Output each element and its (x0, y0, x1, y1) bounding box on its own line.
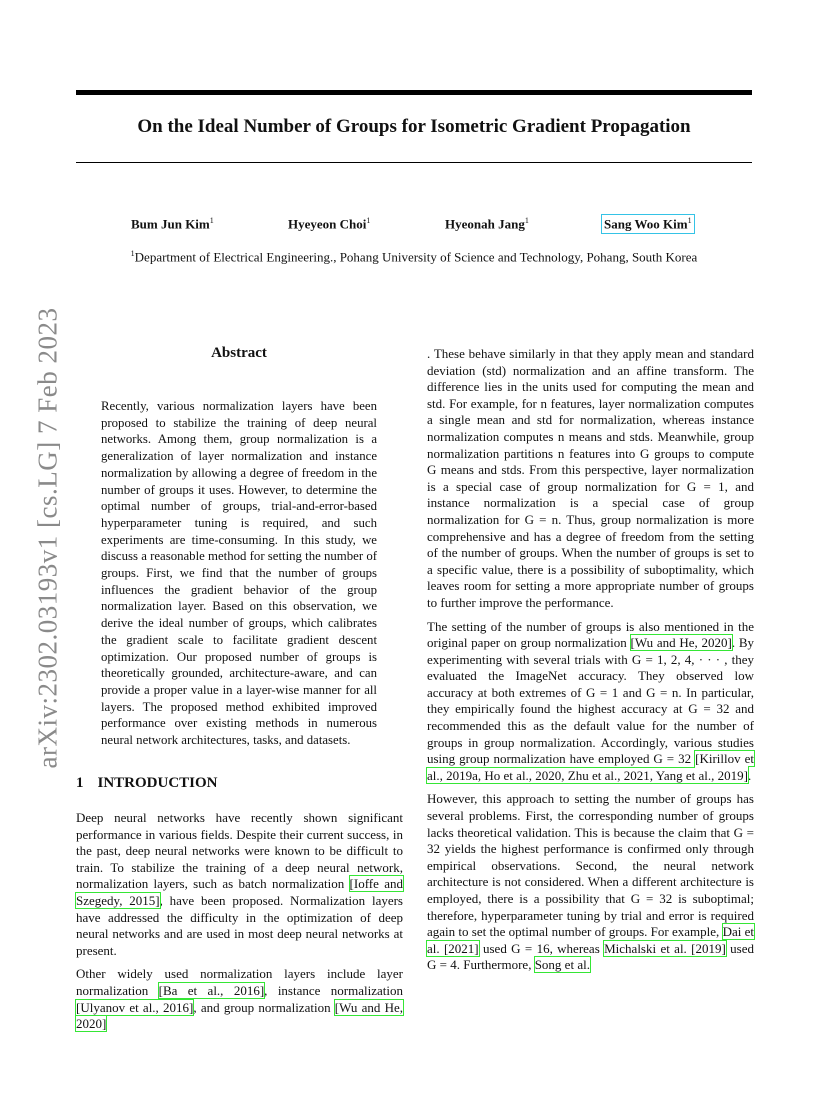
abstract-text: Recently, various normalization layers have been proposed to stabilize the training of deep neural networks. Among them, group normalization is a generalization of layer normalization and instance normalization by allowing a degree of freedom in the number of groups it uses. However, to determine the optimal number of groups, trial-and-error-based hyperparameter tuning is required, and such experiments are time-consuming. In this study, we discuss a reasonable method for setting the number of groups. First, we find that the number of groups influences the gradient behavior of the group normalization layer. Based on this observation, we derive the ideal number of groups, which calibrates the gradient scale to facilitate gradient descent optimization. Our proposed number of groups is theoretically grounded, architecture-aware, and can provide a proper value in a layer-wise manner for all layers. The proposed method exhibited improved performance over existing methods in numerous neural network architectures, tasks, and datasets. (101, 399, 377, 748)
author-1: Bum Jun Kim$^1$ (131, 216, 214, 232)
affiliation: $^1$Department of Electrical Engineering., Pohang University of Science and Technology, Pohang, South Korea (130, 249, 698, 265)
citation-link[interactable]: [Ulyanov et al., 2016] (76, 999, 194, 1015)
section-heading: 1 INTRODUCTION (76, 775, 218, 791)
citation-link[interactable]: Dai et al. [2021] (427, 924, 755, 956)
author-2: Hyeyeon Choi$^1$ (288, 216, 371, 232)
author-list (0, 216, 828, 236)
citation-link[interactable]: [Kirillov et al., 2019a, Ho et al., 2020, Zhu et al., 2021, Yang et al., 2019] (427, 751, 754, 783)
citation-link[interactable]: [Wu and He, 2020] (630, 635, 732, 651)
citation-link[interactable]: [Ioffe and Szegedy, 2015] (76, 876, 404, 908)
citation-link[interactable]: Michalski et al. [2019] (604, 940, 726, 956)
intro-paragraph-3: The setting of the number of groups is also mentioned in the original paper on group normalization [Wu and He, 2020]. By experimenting with several trials with G = 1, 2, 4, · · · , they evaluated the ImageNet accuracy. They observed low accuracy at both extremes of G = 1 and G = n. In particular, they empirically found the highest accuracy at G = 32 and recommended this as the default value for the number of groups in group normalization. Accordingly, various studies using group normalization have employed G = 32 [Kirillov et al., 2019a, Ho et al., 2020, Zhu et al., 2021, Yang et al., 2019]. (427, 618, 755, 783)
left-column-body (76, 810, 403, 1040)
intro-paragraph-1: Deep neural networks have recently shown significant performance in various fields. Despite their current success, in the past, deep neural networks were known to be difficult to train. To stabilize the training of a deep neural network, normalization layers, such as batch normalization [Ioffe and Szegedy, 2015], have been proposed. Normalization layers have addressed the difficulty in the optimization of deep neural networks and are used in most deep neural networks at present. (76, 810, 404, 958)
author-4-link[interactable]: Sang Woo Kim$^1$ (604, 216, 692, 232)
intro-paragraph-4: However, this approach to setting the number of groups has several problems. First, the corresponding number of groups lacks theoretical validation. This is because the claim that G = 32 yields the highest performance is confirmed only through empirical observations. Second, the neural network architecture is not considered. When a different architecture is employed, there is a possibility that G = 32 is suboptimal; therefore, hyperparameter tuning by trial and error is required again to set the optimal number of groups. For example, Dai et al. [2021] used G = 16, whereas Michalski et al. [2019] used G = 4. Furthermore, Song et al. (427, 791, 755, 973)
intro-paragraph-2-cont: . These behave similarly in that they apply mean and standard deviation (std) normalization and an affine transform. The difference lies in the units used for computing the mean and std. For example, for n features, layer normalization computes a single mean and std for normalization, whereas instance normalization computes n means and stds. Meanwhile, group normalization partitions n features into G groups to compute G means and stds. From this perspective, layer normalization is a special case of group normalization for G = 1, and instance normalization is a special case of group normalization for G = n. Thus, group normalization is more comprehensive and has a degree of freedom from the setting of the number of groups. When the number of groups is set to a specific value, there is a possibility of suboptimality, which leaves room for setting a more appropriate number of groups to further improve the performance. (427, 346, 754, 610)
citation-link[interactable]: Song et al. (534, 957, 590, 973)
citation-link[interactable]: [Wu and He, 2020] (76, 999, 403, 1032)
arxiv-identifier: arXiv:2302.03193v1 [cs.LG] 7 Feb 2023 (32, 307, 63, 769)
title-rule (76, 162, 752, 163)
paper-title: On the Ideal Number of Groups for Isometric Gradient Propagation (137, 116, 691, 137)
right-column-body (427, 346, 754, 981)
top-rule (76, 90, 752, 95)
abstract-heading: Abstract (211, 345, 267, 361)
citation-link[interactable]: [Ba et al., 2016] (158, 982, 265, 998)
author-3: Hyeonah Jang$^1$ (445, 216, 529, 232)
intro-paragraph-2-start: Other widely used normalization layers include layer normalization [Ba et al., 2016], instance normalization [Ulyanov et al., 2016], and group normalization [Wu and He, 2020] (76, 966, 404, 1032)
